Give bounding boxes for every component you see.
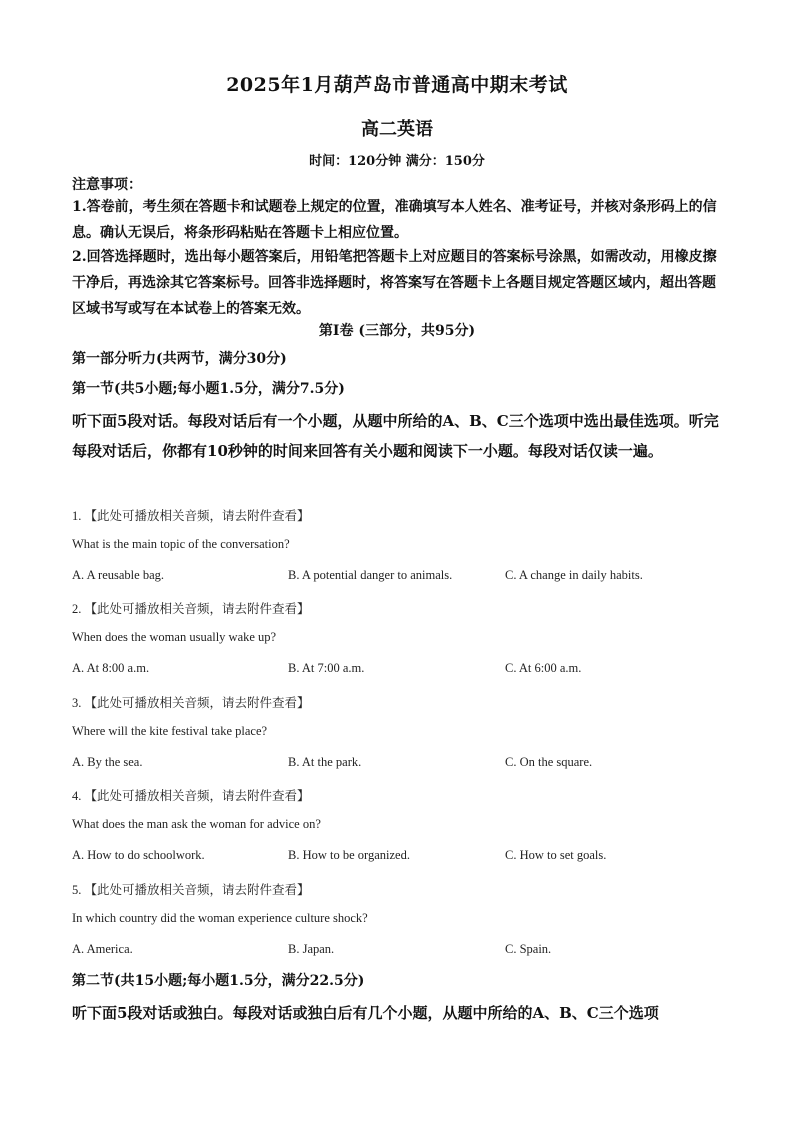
question-5-option-b: B. Japan. [288,942,335,956]
question-5-option-c: C. Spain. [505,942,552,956]
exam-time-info: 时间：120分钟 满分：150分 [309,154,485,169]
question-3-option-b: B. At the park. [288,755,362,769]
question-3-audio-note[interactable]: 3. 【此处可播放相关音频，请去附件查看】 [72,696,310,710]
question-5 [72,880,726,970]
question-1-option-c: C. A change in daily habits. [505,568,643,582]
question-5-text: In which country did the woman experience culture shock? [72,911,368,925]
section-2-title: 第二节(共15小题;每小题1.5分，满分22.5分) [72,973,365,989]
section-1-instructions: 听下面5段对话。每段对话后有一个小题，从题中所给的A、B、C三个选项中选出最佳选项。听完每段对话后，你都有10秒钟的时间来回答有关小题和阅读下一小题。每段对话仅读一遍。 [72,412,719,460]
listening-section-title: 第一部分听力(共两节，满分30分) [72,351,287,367]
question-1 [72,506,726,596]
question-3 [72,693,726,783]
section-1-title: 第一节(共5小题;每小题1.5分，满分7.5分) [72,381,345,397]
question-5-audio-note[interactable]: 5. 【此处可播放相关音频，请去附件查看】 [72,883,310,897]
question-4-option-c: C. How to set goals. [505,848,607,862]
question-3-text: Where will the kite festival take place? [72,724,268,738]
question-1-text: What is the main topic of the conversation? [72,537,290,551]
exam-title: 2025年1月葫芦岛市普通高中期末考试 [226,74,568,96]
question-2-text: When does the woman usually wake up? [72,630,277,644]
question-5-option-a: A. America. [72,942,133,956]
question-2-option-b: B. At 7:00 a.m. [288,661,365,675]
question-2-option-a: A. At 8:00 a.m. [72,661,150,675]
question-4-text: What does the man ask the woman for advice on? [72,817,321,831]
question-4-option-a: A. How to do schoolwork. [72,848,205,862]
question-1-option-b: B. A potential danger to animals. [288,568,453,582]
question-4-audio-note[interactable]: 4. 【此处可播放相关音频，请去附件查看】 [72,789,310,803]
notice-item-1: 1.答卷前，考生须在答题卡和试题卷上规定的位置，准确填写本人姓名、准考证号，并核对条形码上的信息。确认无误后，将条形码粘贴在答题卡上相应位置。 [72,199,717,241]
part-1-title: 第Ⅰ卷 (三部分，共95分) [318,323,476,339]
notice-item-2: 2.回答选择题时，选出每小题答案后，用铅笔把答题卡上对应题目的答案标号涂黑，如需改动，用橡皮擦干净后，再选涂其它答案标号。回答非选择题时，将答案写在答题卡上各题目规定答题区域内，超出答题区域书写或写在本试卷上的答案无效。 [72,249,717,317]
notice-heading: 注意事项： [72,177,142,193]
question-2-option-c: C. At 6:00 a.m. [505,661,582,675]
question-1-option-a: A. A reusable bag. [72,568,164,582]
question-3-option-a: A. By the sea. [72,755,143,769]
question-4-option-b: B. How to be organized. [288,848,410,862]
question-2-audio-note[interactable]: 2. 【此处可播放相关音频，请去附件查看】 [72,602,310,616]
section-2-instructions: 听下面5段对话或独白。每段对话或独白后有几个小题，从题中所给的A、B、C三个选项 [72,1004,659,1022]
question-4 [72,786,726,876]
question-3-option-c: C. On the square. [505,755,593,769]
question-2 [72,599,726,689]
question-1-audio-note[interactable]: 1. 【此处可播放相关音频，请去附件查看】 [72,509,310,523]
exam-subject: 高二英语 [361,119,433,140]
